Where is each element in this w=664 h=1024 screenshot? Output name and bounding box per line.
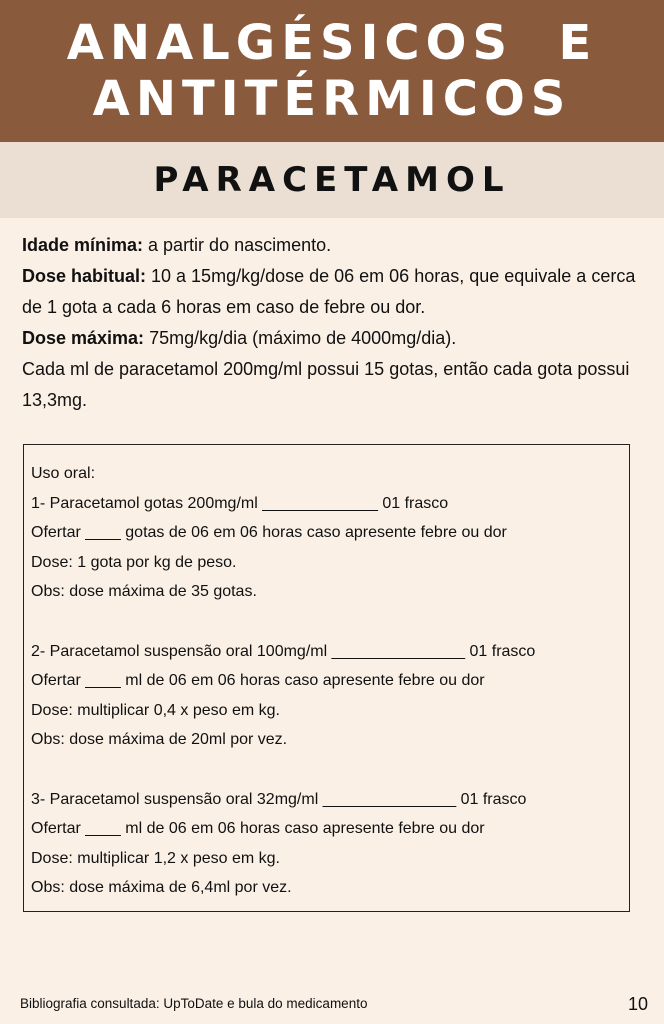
item-2-title: 2- Paracetamol suspensão oral 100mg/ml _______________ 01 frasco: [31, 642, 536, 660]
dose-habitual-line: [22, 261, 647, 323]
dose-maxima-label: Dose máxima:: [22, 328, 145, 348]
item-1-obs: Obs: dose máxima de 35 gotas.: [31, 583, 257, 601]
section-title: PARACETAMOL: [153, 160, 511, 200]
item-2-dose: Dose: multiplicar 0,4 x peso em kg.: [31, 701, 280, 719]
item-2-offer: Ofertar ____ ml de 06 em 06 horas caso apresente febre ou dor: [31, 672, 485, 690]
item-2-obs: Obs: dose máxima de 20ml por vez.: [31, 731, 288, 749]
item-3-dose: Dose: multiplicar 1,2 x peso em kg.: [31, 849, 280, 867]
drug-info: [22, 230, 647, 416]
page-header: [0, 0, 664, 142]
idade-minima-value: a partir do nascimento.: [143, 235, 332, 255]
idade-minima-line: [22, 230, 647, 261]
item-3-title: 3- Paracetamol suspensão oral 32mg/ml _______________ 01 frasco: [31, 790, 527, 808]
dose-maxima-line: [22, 323, 647, 354]
concentration-note: Cada ml de paracetamol 200mg/ml possui 15 gotas, então cada gota possui 13,3mg.: [22, 359, 630, 410]
item-3-offer: Ofertar ____ ml de 06 em 06 horas caso apresente febre ou dor: [31, 820, 485, 838]
item-1-dose: Dose: 1 gota por kg de peso.: [31, 553, 237, 571]
prescription-heading: Uso oral:: [31, 465, 96, 482]
page-number: 10: [627, 994, 648, 1014]
spacer: [31, 755, 629, 785]
header-title-line-2: ANTITÉRMICOS: [92, 71, 572, 127]
dose-maxima-value: 75mg/kg/dia (máximo de 4000mg/dia).: [144, 328, 457, 348]
item-1-offer: Ofertar ____ gotas de 06 em 06 horas caso apresente febre ou dor: [31, 524, 507, 542]
header-title-line-1: ANALGÉSICOS E: [66, 15, 598, 71]
bibliography: Bibliografia consultada: UpToDate e bula do medicamento: [20, 996, 368, 1011]
prescription-box: [23, 444, 630, 912]
item-1-title: 1- Paracetamol gotas 200mg/ml _____________ 01 frasco: [31, 494, 449, 512]
spacer: [31, 607, 629, 637]
item-3-obs: Obs: dose máxima de 6,4ml por vez.: [31, 879, 292, 897]
section-header: [0, 142, 664, 218]
dose-habitual-value: 10 a 15mg/kg/dose de 06 em 06 horas, que equivale a cerca de 1 gota a cada 6 horas em caso de febre ou dor.: [22, 266, 636, 317]
idade-minima-label: Idade mínima:: [22, 235, 144, 255]
dose-habitual-label: Dose habitual:: [22, 266, 147, 286]
